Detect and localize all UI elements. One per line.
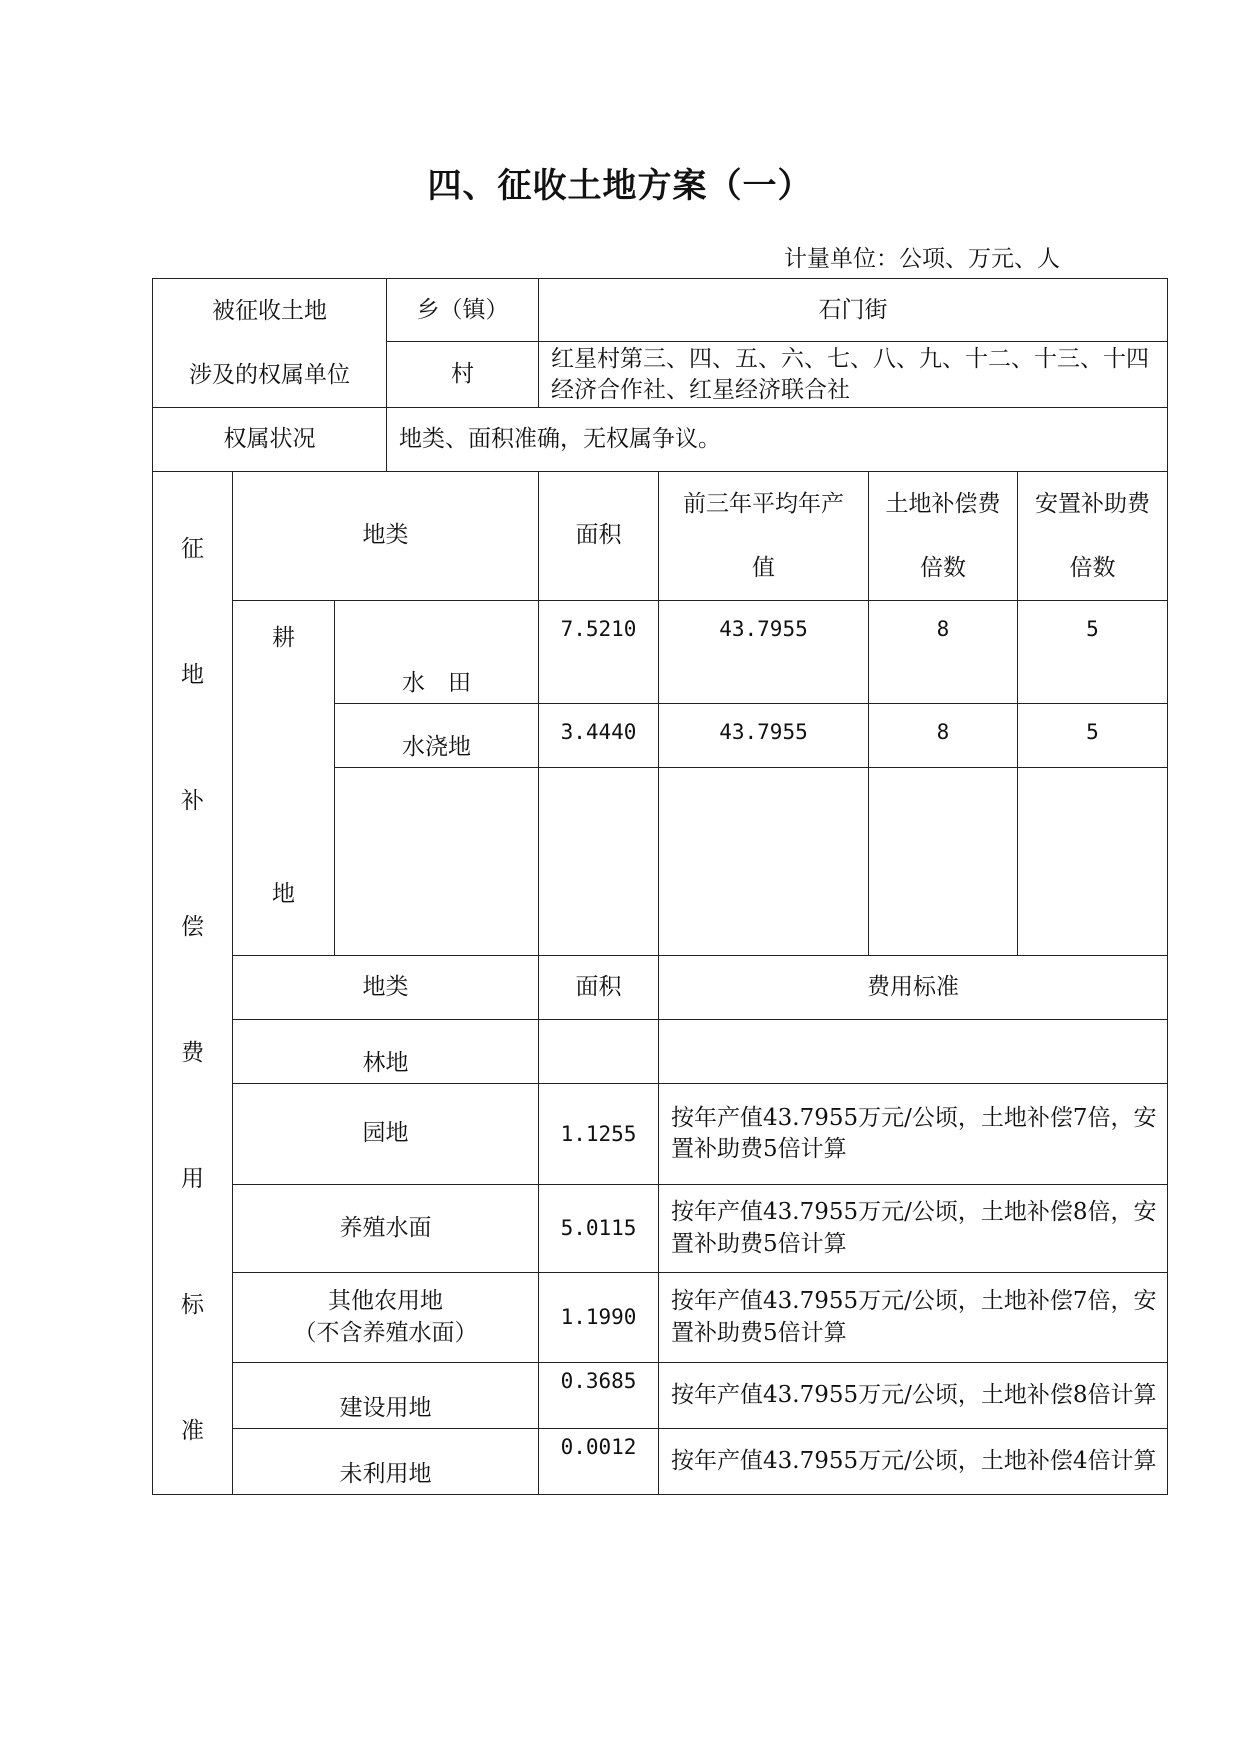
other-row-type: 养殖水面 [233, 1185, 539, 1273]
township-value: 石门街 [539, 279, 1168, 342]
cultivated-group-bottom: 地 [272, 880, 295, 907]
land-acquisition-table [152, 278, 1168, 1495]
header-area: 面积 [539, 472, 659, 601]
other-row-area [539, 1020, 659, 1084]
ownership-label-line1: 被征收土地 [212, 298, 327, 324]
section-char: 征 [181, 536, 204, 562]
cultivated-row-avg-output: 43.7955 [659, 704, 869, 768]
header-resettle-line2: 倍数 [1069, 555, 1116, 581]
section-char: 偿 [181, 914, 204, 940]
unit-note: 计量单位：公项、万元、人 [784, 246, 1060, 272]
other-row-area: 1.1990 [539, 1273, 659, 1363]
other-row-type: 林地 [233, 1020, 539, 1084]
cultivated-row-type: 水浇地 [335, 704, 539, 768]
header-avg-output-line2: 值 [752, 555, 775, 581]
other-row-area: 0.0012 [539, 1429, 659, 1495]
other-row-type-line2: （不含养殖水面） [293, 1319, 478, 1346]
cultivated-empty-comp [869, 768, 1018, 956]
header-avg-output [659, 472, 869, 601]
cultivated-row-avg-output: 43.7955 [659, 601, 869, 704]
section-char: 补 [181, 788, 204, 814]
cultivated-row-comp: 8 [869, 601, 1018, 704]
other-row-standard [659, 1020, 1168, 1084]
other-row-standard: 按年产值43.7955万元/公顷，土地补偿4倍计算 [659, 1429, 1168, 1495]
cultivated-group-top: 耕 [272, 625, 295, 651]
other-row-area: 0.3685 [539, 1363, 659, 1429]
section-char: 费 [181, 1040, 204, 1066]
other-header-land-type: 地类 [233, 956, 539, 1020]
other-row-type-line1: 其他农用地 [328, 1288, 443, 1315]
cultivated-row-resettle: 5 [1018, 704, 1168, 768]
section-char: 地 [181, 662, 204, 688]
cultivated-empty-output [659, 768, 869, 956]
other-row-standard: 按年产值43.7955万元/公顷，土地补偿8倍计算 [659, 1363, 1168, 1429]
header-comp-line1: 土地补偿费 [885, 491, 1001, 517]
other-row-standard: 按年产值43.7955万元/公顷，土地补偿8倍，安置补助费5倍计算 [659, 1185, 1168, 1273]
section-label [153, 472, 233, 1495]
cultivated-row-resettle: 5 [1018, 601, 1168, 704]
cultivated-row-comp: 8 [869, 704, 1018, 768]
header-comp-line2: 倍数 [920, 555, 966, 581]
section-char: 标 [181, 1292, 204, 1318]
status-value: 地类、面积准确，无权属争议。 [387, 408, 1168, 472]
other-row-standard: 按年产值43.7955万元/公顷，土地补偿7倍，安置补助费5倍计算 [659, 1084, 1168, 1185]
cultivated-group-label [233, 601, 335, 956]
other-row-type: 园地 [233, 1084, 539, 1185]
ownership-label-line2: 涉及的权属单位 [189, 362, 350, 388]
cultivated-empty-area [539, 768, 659, 956]
header-avg-output-line1: 前三年平均年产 [683, 491, 844, 517]
other-header-area: 面积 [539, 956, 659, 1020]
other-row-type [233, 1273, 539, 1363]
other-header-standard: 费用标准 [659, 956, 1168, 1020]
cultivated-empty-type [335, 768, 539, 956]
other-row-standard: 按年产值43.7955万元/公顷，土地补偿7倍，安置补助费5倍计算 [659, 1273, 1168, 1363]
ownership-label-cell [153, 279, 387, 408]
other-row-type: 建设用地 [233, 1363, 539, 1429]
header-resettle-multiple [1018, 472, 1168, 601]
cultivated-empty-resettle [1018, 768, 1168, 956]
page-title: 四、征收土地方案（一） [427, 166, 813, 206]
village-label: 村 [387, 342, 539, 408]
township-label: 乡（镇） [387, 279, 539, 342]
header-resettle-line1: 安置补助费 [1035, 491, 1150, 517]
header-comp-multiple [869, 472, 1018, 601]
cultivated-row-type: 水 田 [335, 601, 539, 704]
cultivated-row-area: 3.4440 [539, 704, 659, 768]
cultivated-row-area: 7.5210 [539, 601, 659, 704]
section-char: 准 [181, 1418, 204, 1444]
other-row-area: 1.1255 [539, 1084, 659, 1185]
other-row-type: 未利用地 [233, 1429, 539, 1495]
status-label: 权属状况 [153, 408, 387, 472]
other-row-area: 5.0115 [539, 1185, 659, 1273]
village-value: 红星村第三、四、五、六、七、八、九、十二、十三、十四经济合作社、红星经济联合社 [539, 342, 1168, 408]
header-land-type: 地类 [233, 472, 539, 601]
section-char: 用 [181, 1166, 204, 1192]
